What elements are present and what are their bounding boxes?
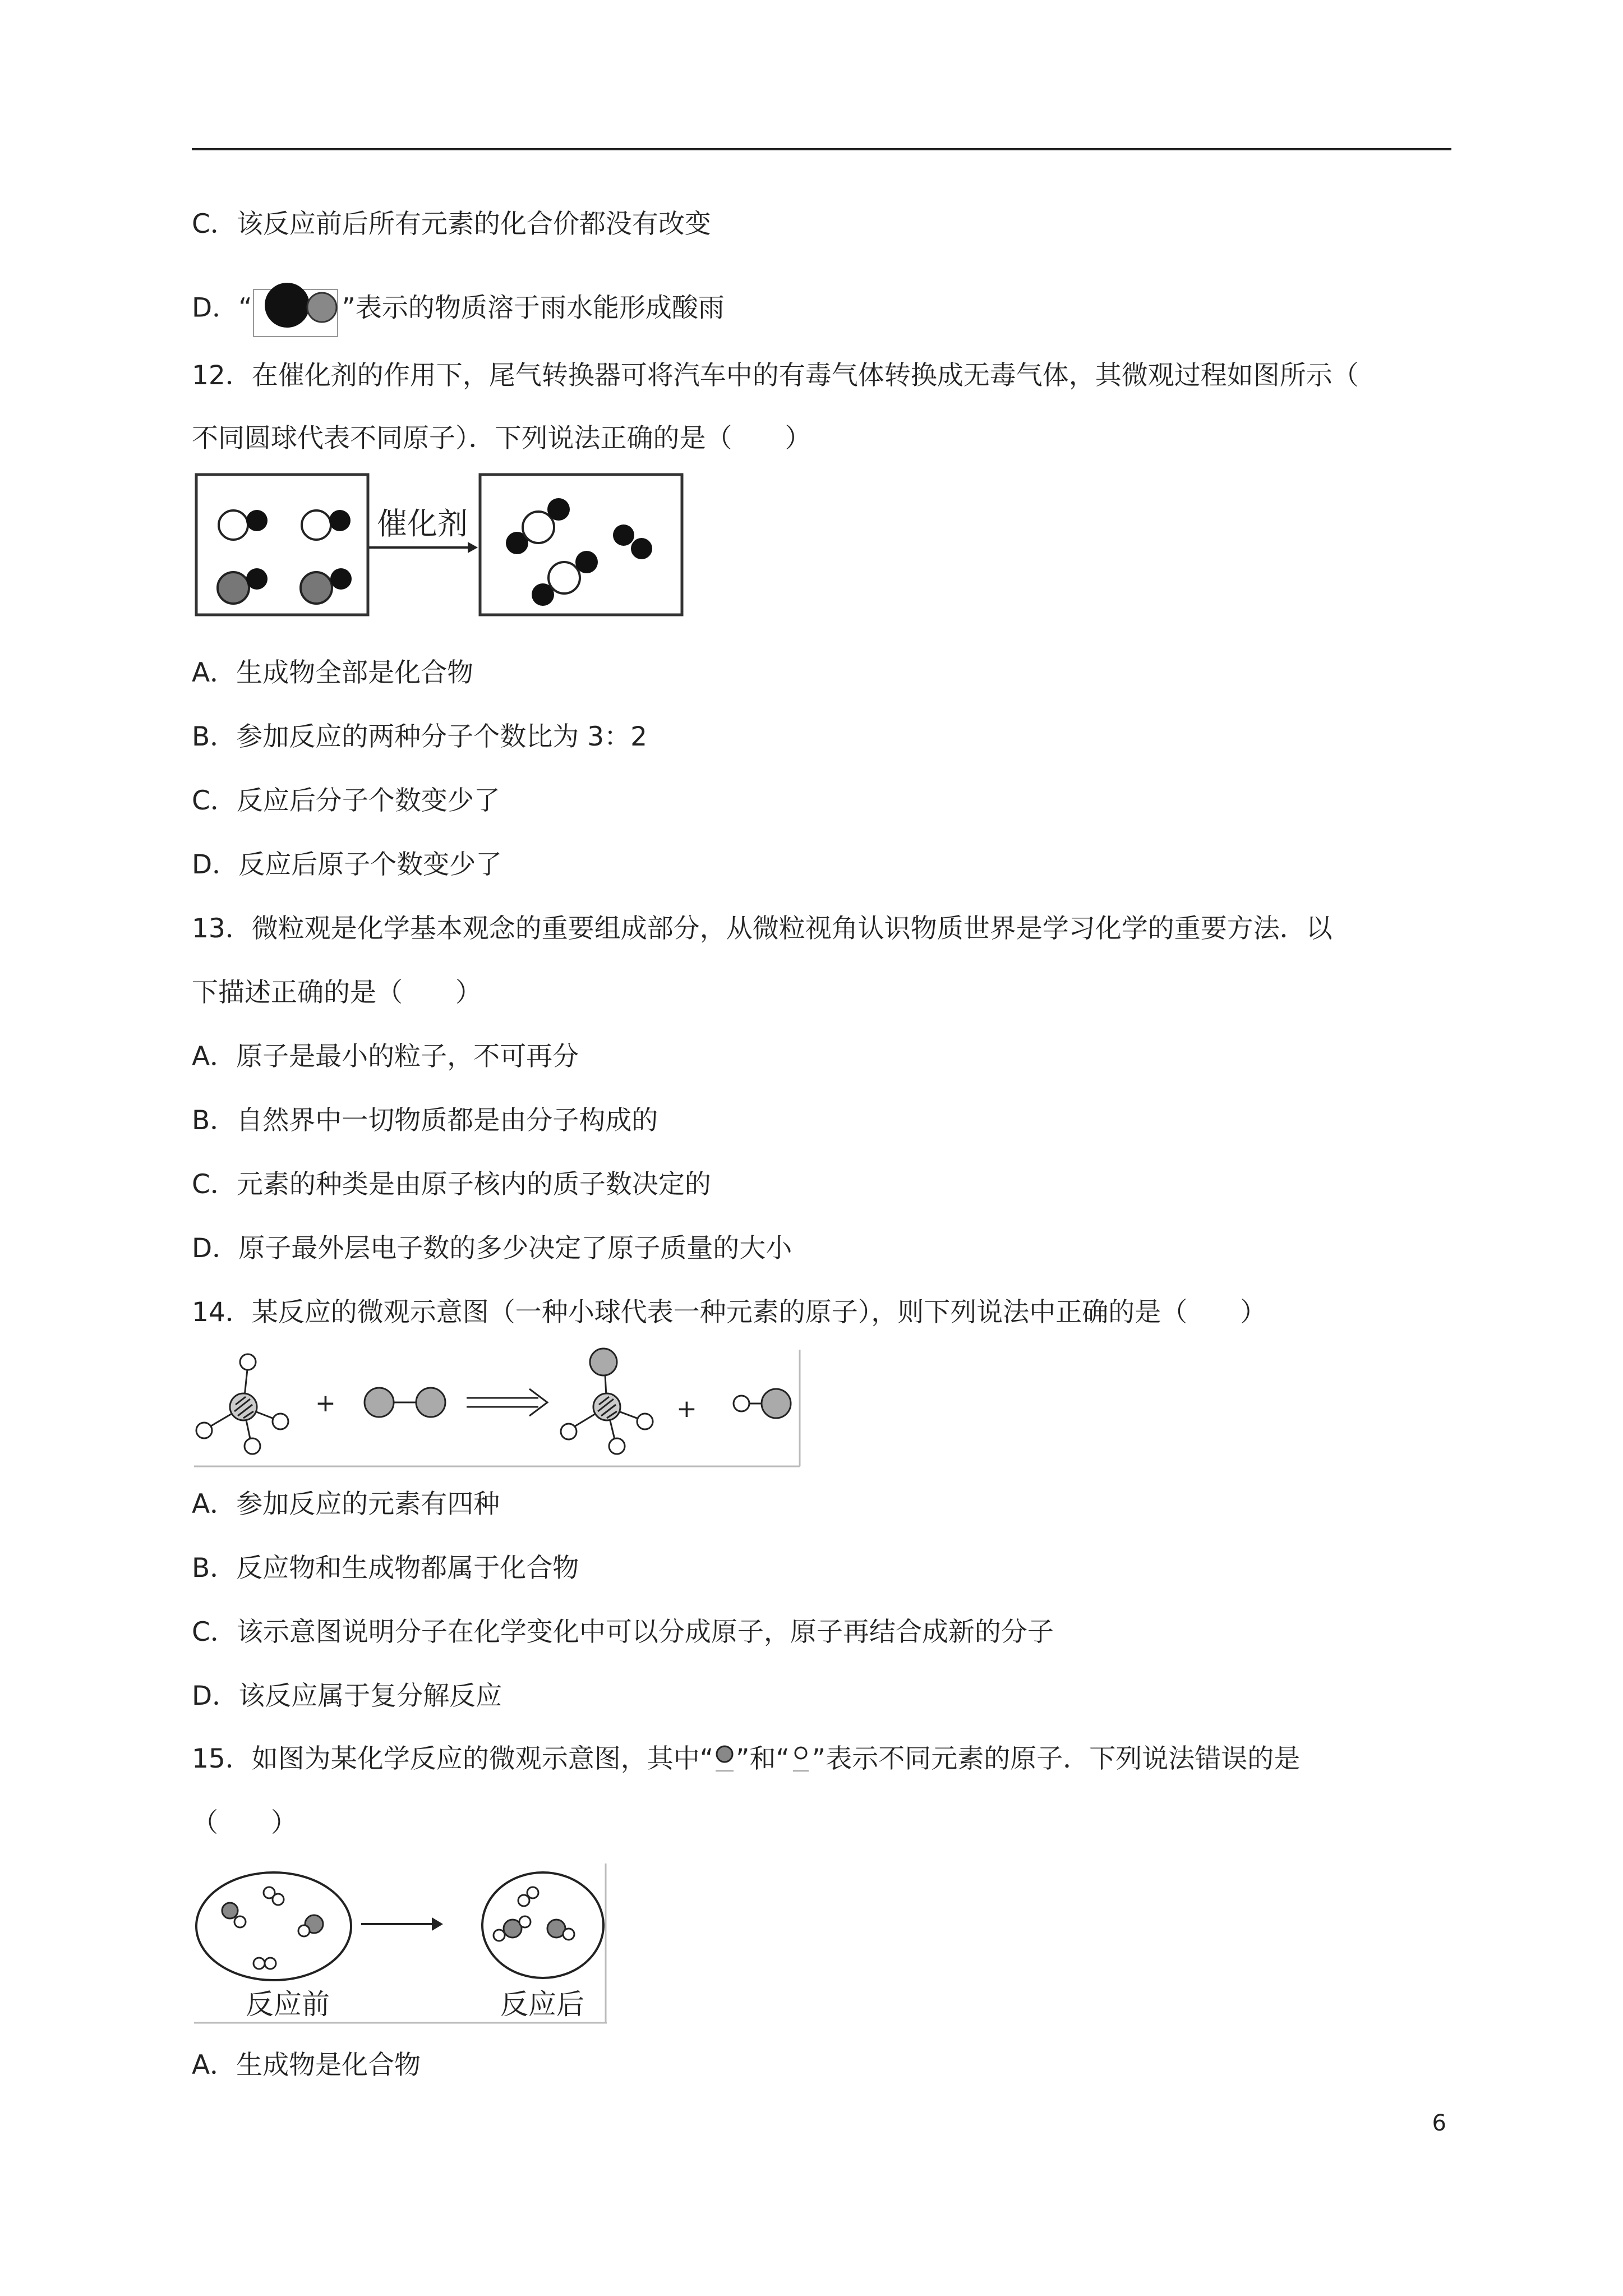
q14-reactant-molecule-2 <box>365 1388 445 1417</box>
q12-arrow-head <box>468 542 478 553</box>
q12-option-a: A．生成物全部是化合物 <box>192 657 474 688</box>
q15-arrow-head <box>432 1917 443 1931</box>
q11-option-d-suffix: ”表示的物质溶于雨水能形成酸雨 <box>342 292 725 324</box>
q14-product-molecule-2 <box>734 1389 791 1418</box>
q15-after-label: 反应后 <box>500 1988 584 2021</box>
q13-option-d: D．原子最外层电子数的多少决定了原子质量的大小 <box>192 1233 792 1264</box>
header-rule <box>192 148 1451 150</box>
q14-option-c: C．该示意图说明分子在化学变化中可以分成原子，原子再结合成新的分子 <box>192 1617 1054 1648</box>
q13-option-c: C．元素的种类是由原子核内的质子数决定的 <box>192 1169 711 1200</box>
q14-option-d: D．该反应属于复分解反应 <box>192 1681 502 1711</box>
gray-atom-icon <box>713 1744 736 1778</box>
q12-stem-line-2: 不同圆球代表不同原子）．下列说法正确的是（ ） <box>192 423 811 454</box>
q11-option-d-prefix: D．“ <box>192 292 252 324</box>
q14-product-molecule-1 <box>561 1349 653 1454</box>
q12-option-c: C．反应后分子个数变少了 <box>192 785 500 816</box>
q12-option-d: D．反应后原子个数变少了 <box>192 849 502 880</box>
q12-catalyst-label: 催化剂 <box>377 506 468 541</box>
q13-stem-line-2: 下描述正确的是（ ） <box>192 977 482 1008</box>
q14-arrow <box>467 1389 547 1416</box>
molecule-icon-large-small <box>252 282 342 338</box>
q11-option-c: C．该反应前后所有元素的化合价都没有改变 <box>192 209 711 240</box>
q14-plus-1: + <box>315 1389 336 1418</box>
q14-option-a: A．参加反应的元素有四种 <box>192 1489 500 1520</box>
q14-stem: 14．某反应的微观示意图（一种小球代表一种元素的原子），则下列说法中正确的是（ ） <box>192 1297 1267 1328</box>
q14-reaction-diagram <box>194 1344 805 1469</box>
white-atom-icon <box>790 1744 812 1778</box>
q15-stem-part-b: ”和“ <box>736 1743 790 1774</box>
q14-reactant-molecule-1 <box>196 1354 288 1454</box>
q11-option-d <box>192 282 725 338</box>
q15-reaction-diagram <box>194 1864 609 2026</box>
q12-option-b: B．参加反应的两种分子个数比为 3：2 <box>192 721 647 752</box>
q14-option-b: B．反应物和生成物都属于化合物 <box>192 1553 579 1584</box>
q15-stem-part-a: 15．如图为某化学反应的微观示意图，其中“ <box>192 1743 714 1774</box>
q15-option-a: A．生成物是化合物 <box>192 2050 421 2081</box>
page-number: 6 <box>1432 2110 1446 2136</box>
q12-stem-line-1: 12．在催化剂的作用下，尾气转换器可将汽车中的有毒气体转换成无毒气体，其微观过程如图所示（ <box>192 360 1359 391</box>
q15-before-label: 反应前 <box>246 1988 330 2021</box>
q14-plus-2: + <box>676 1395 697 1423</box>
q13-option-a: A．原子是最小的粒子，不可再分 <box>192 1041 579 1072</box>
q13-option-b: B．自然界中一切物质都是由分子构成的 <box>192 1105 658 1136</box>
q15-after-ellipse <box>482 1872 603 1978</box>
q15-stem-line-1 <box>192 1742 1300 1778</box>
q13-stem-line-1: 13．微粒观是化学基本观念的重要组成部分，从微粒视角认识物质世界是学习化学的重要方法．以 <box>192 913 1332 944</box>
q15-stem-part-c: ”表示不同元素的原子．下列说法错误的是 <box>811 1743 1301 1774</box>
q12-reaction-diagram <box>194 472 688 618</box>
q15-stem-line-2: （ ） <box>192 1807 297 1838</box>
